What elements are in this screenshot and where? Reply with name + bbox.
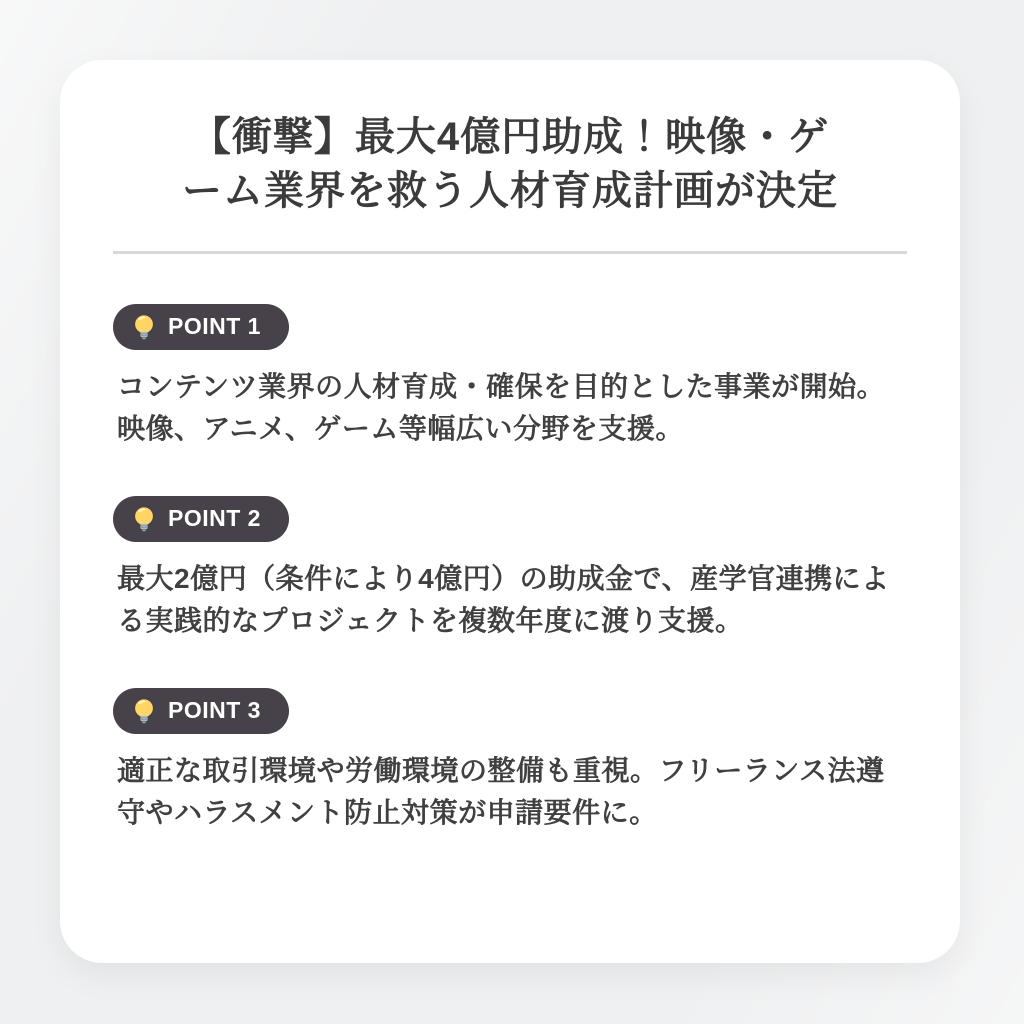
point-2-text: 最大2億円（条件により4億円）の助成金で、産学官連携による実践的なプロジェクトを複数年度に渡り支援。 <box>117 563 890 636</box>
point-section-3 <box>113 688 907 834</box>
page-title: 【衝撃】最大4億円助成！映像・ゲーム業界を救う人材育成計画が決定 <box>182 115 838 213</box>
point-3-text: 適正な取引環境や労働環境の整備も重視。フリーランス法遵守やハラスメント防止対策が申請要件に。 <box>117 755 885 828</box>
point-3-badge <box>113 688 289 734</box>
point-section-1 <box>113 304 907 450</box>
point-section-2 <box>113 496 907 642</box>
point-2-badge-label: POINT 2 <box>168 505 261 532</box>
point-1-badge <box>113 304 289 350</box>
point-2-badge <box>113 496 289 542</box>
lightbulb-icon <box>130 697 158 725</box>
point-1-text: コンテンツ業界の人材育成・確保を目的とした事業が開始。映像、アニメ、ゲーム等幅広い分野を支援。 <box>117 371 886 444</box>
summary-card <box>60 60 960 963</box>
title-divider <box>113 251 907 254</box>
point-3-badge-label: POINT 3 <box>168 697 261 724</box>
lightbulb-icon <box>130 505 158 533</box>
lightbulb-icon <box>130 313 158 341</box>
point-1-badge-label: POINT 1 <box>168 313 261 340</box>
